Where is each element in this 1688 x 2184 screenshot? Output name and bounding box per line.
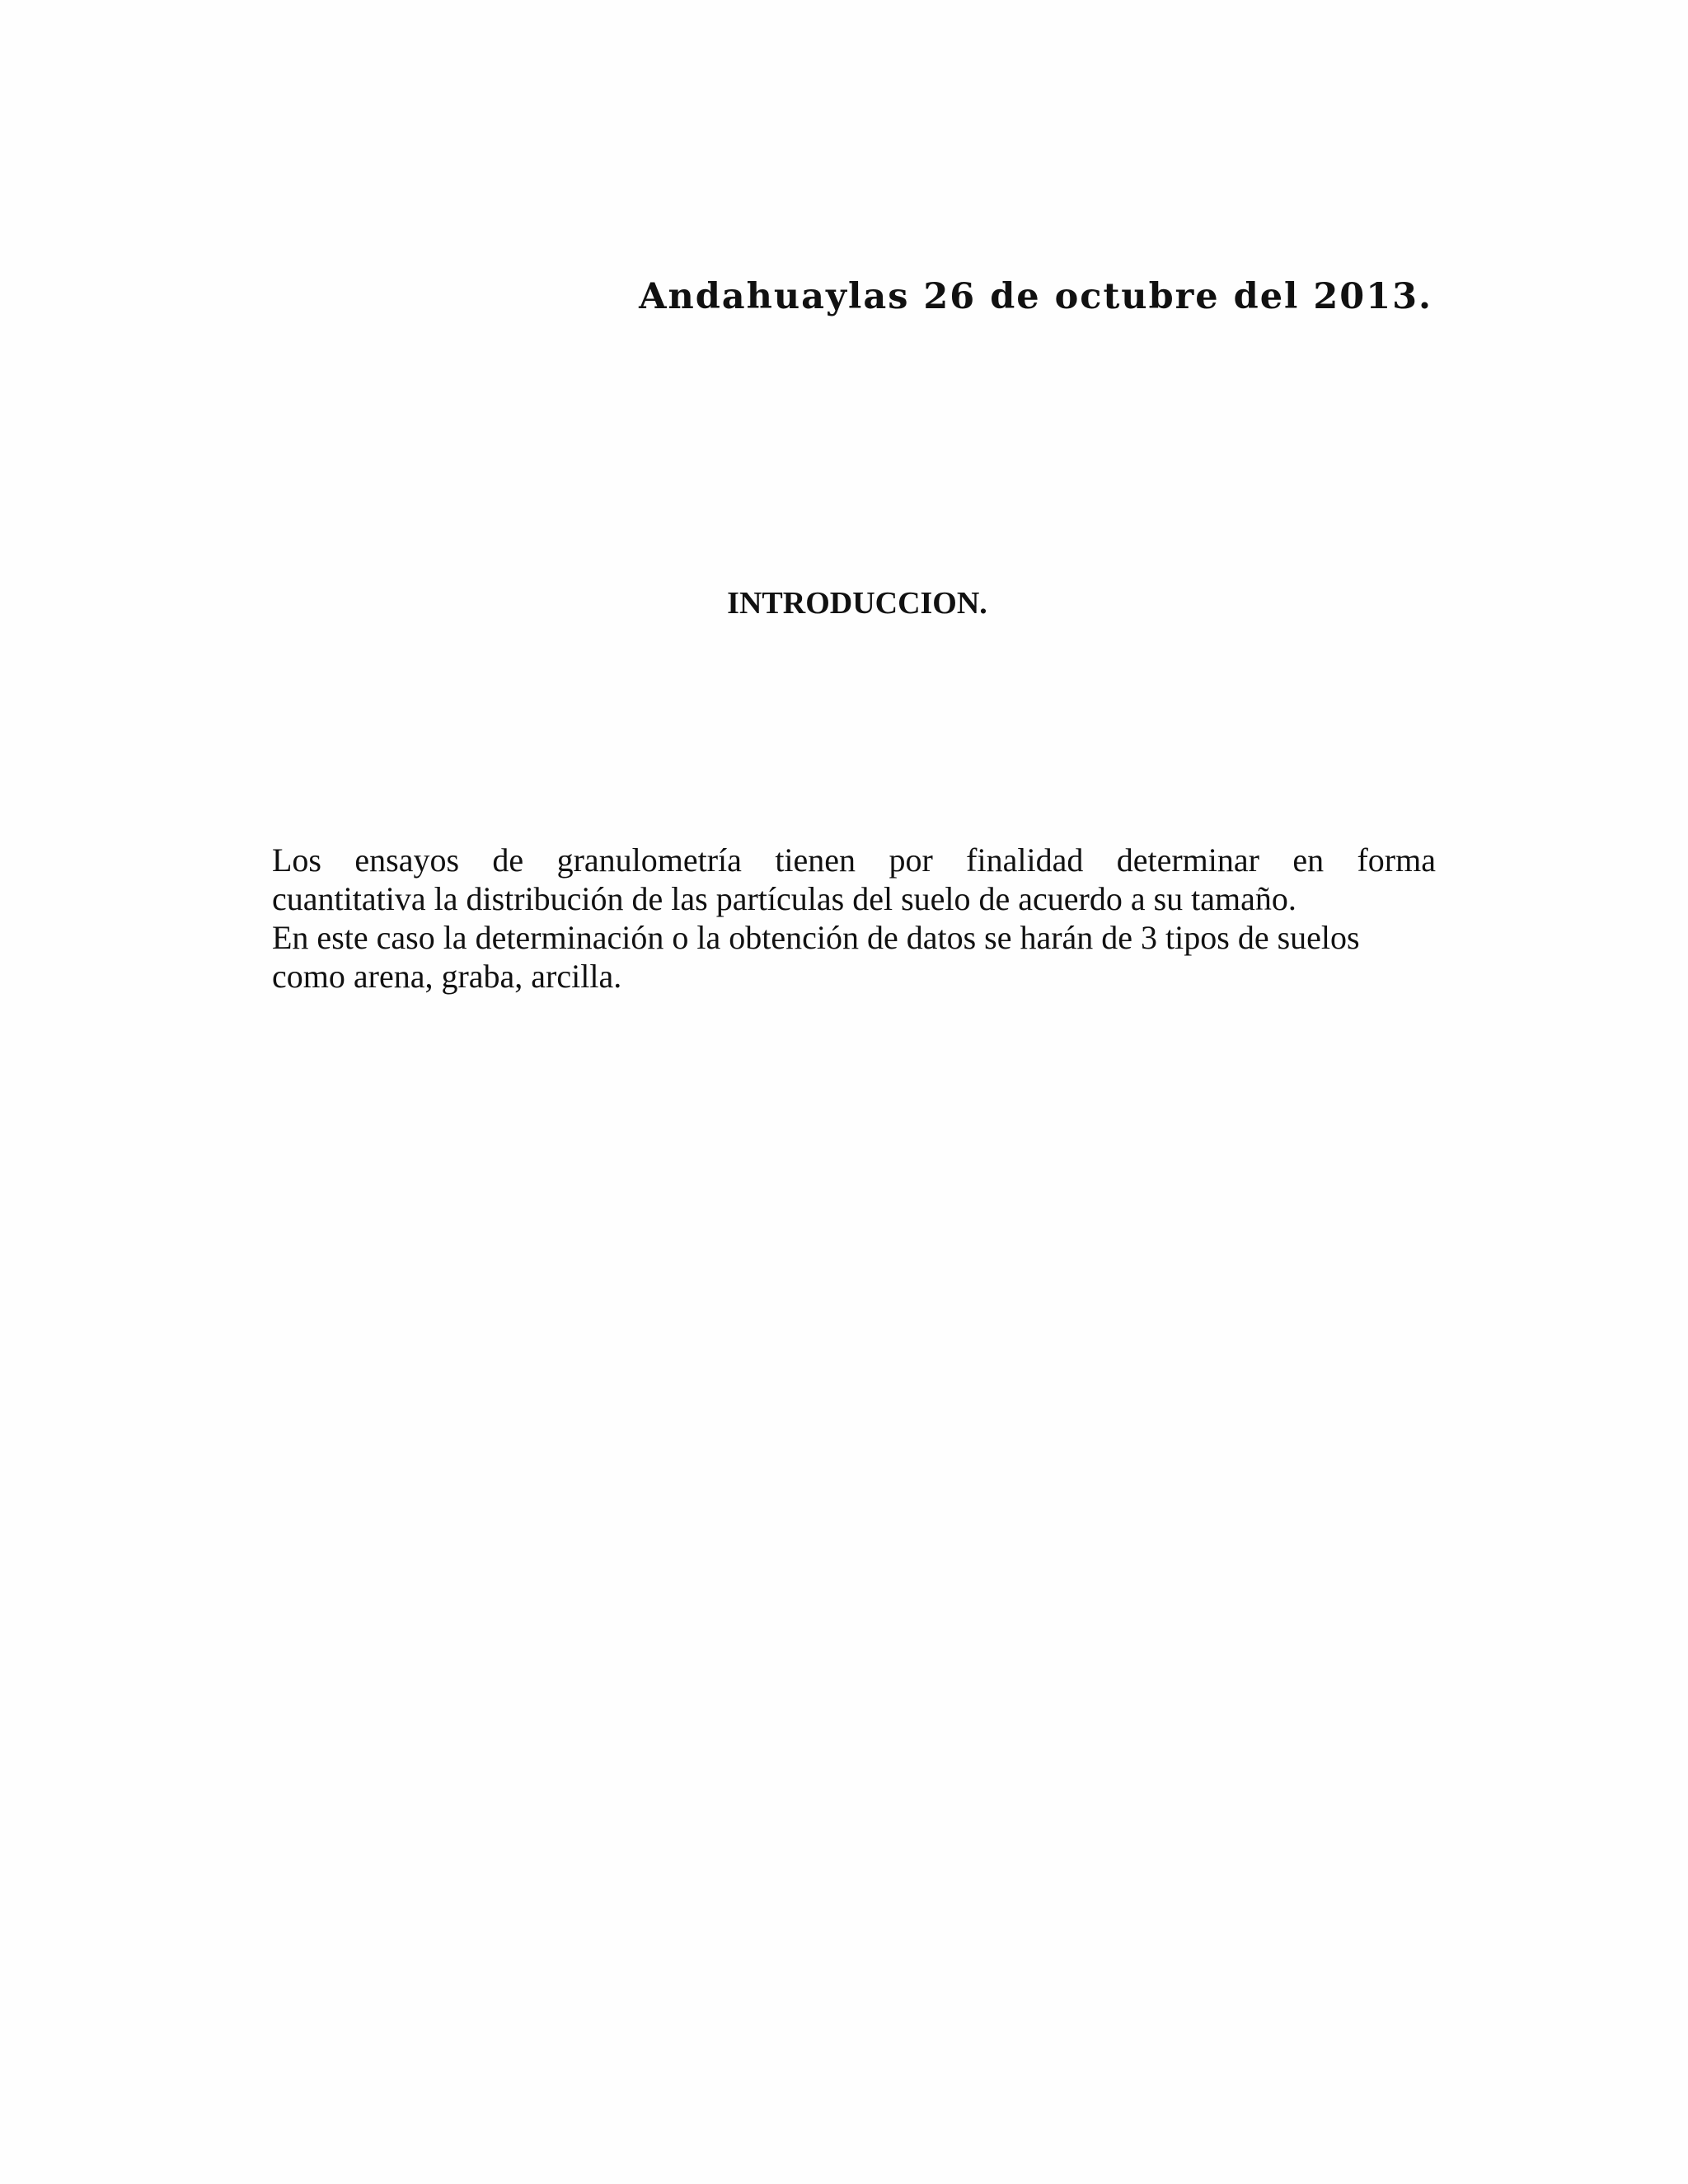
body-paragraph: [272, 841, 1436, 996]
body-line: En este caso la determinación o la obtención de datos se harán de 3 tipos de suelos: [272, 919, 1360, 956]
section-heading: INTRODUCCION.: [727, 586, 987, 621]
body-line: cuantitativa la distribución de las partículas del suelo de acuerdo a su tamaño.: [272, 880, 1296, 917]
body-line: como arena, graba, arcilla.: [272, 958, 622, 995]
date-line: Andahuaylas 26 de octubre del 2013.: [639, 276, 1432, 317]
body-line: Los ensayos de granulometría tienen por finalidad determinar en forma: [272, 841, 1436, 879]
